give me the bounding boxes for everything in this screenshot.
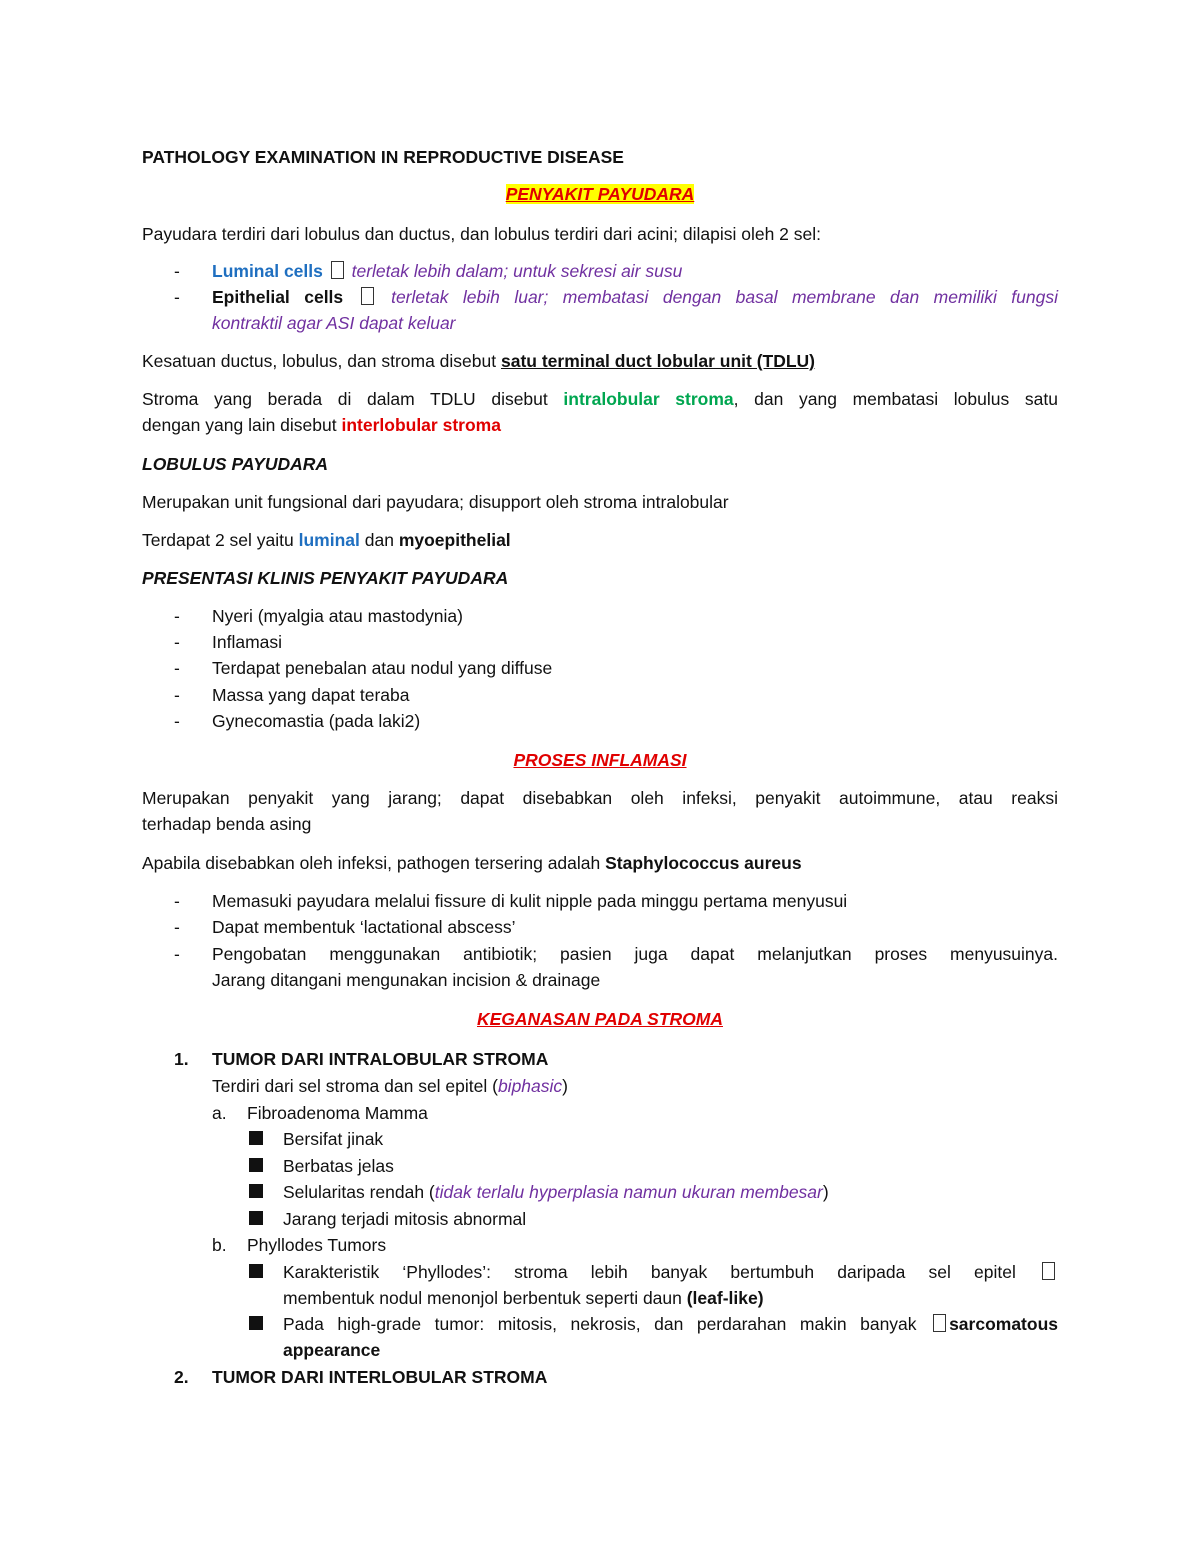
bullet-dash: - <box>174 606 180 626</box>
stroma-line2-prefix: dengan yang lain disebut <box>142 415 342 435</box>
epithelial-desc-2: kontraktil agar ASI dapat keluar <box>212 313 456 333</box>
presentasi-item: Terdapat penebalan atau nodul yang diffuse <box>212 658 553 678</box>
tdlu-paragraph <box>142 348 1058 374</box>
intro-paragraph: Payudara terdiri dari lobulus dan ductus, dan lobulus terdiri dari acini; dilapisi oleh 2 sel: <box>142 224 821 244</box>
selularitas-term: tidak terlalu hyperplasia namun ukuran membesar <box>434 1182 823 1202</box>
stroma-line1-prefix: Stroma yang berada di dalam TDLU disebut <box>142 389 564 409</box>
lobulus-desc: Merupakan unit fungsional dari payudara; disupport oleh stroma intralobular <box>142 492 729 512</box>
section-heading-payudara <box>142 181 1058 207</box>
presentasi-heading: PRESENTASI KLINIS PENYAKIT PAYUDARA <box>142 568 509 588</box>
tdlu-prefix: Kesatuan ductus, lobulus, dan stroma disebut <box>142 351 501 371</box>
section-heading-keganasan <box>142 1006 1058 1032</box>
square-bullet-icon <box>249 1131 263 1145</box>
arrow-icon <box>1042 1262 1055 1280</box>
inflamasi-desc-line1: Merupakan penyakit yang jarang; dapat disebabkan oleh infeksi, penyakit autoimmune, atau reaksi <box>142 788 1058 808</box>
tumor-interlobular-title: TUMOR DARI INTERLOBULAR STROMA <box>212 1367 548 1387</box>
fibroadenoma-title: Fibroadenoma Mamma <box>247 1103 428 1123</box>
luminal-cells-item <box>212 258 1058 284</box>
selularitas-suffix: ) <box>822 1182 829 1202</box>
high-grade-prefix: Pada high-grade tumor: mitosis, nekrosis, dan perdarahan makin banyak <box>283 1314 931 1334</box>
bullet-dash: - <box>174 944 180 964</box>
list-letter: a. <box>212 1103 227 1123</box>
biphasic-prefix: Terdiri dari sel stroma dan sel epitel ( <box>212 1076 498 1096</box>
tumor-intralobular-desc <box>212 1073 1058 1099</box>
luminal-label: Luminal cells <box>212 261 323 281</box>
presentasi-item: Massa yang dapat teraba <box>212 685 410 705</box>
sarcomatous-term: sarcomatous <box>949 1314 1058 1334</box>
section-heading-keganasan-text: KEGANASAN PADA STROMA <box>477 1009 723 1029</box>
epithelial-cells-item <box>212 284 1058 336</box>
list-number: 2. <box>174 1367 189 1387</box>
square-bullet-icon <box>249 1158 263 1172</box>
bullet-dash: - <box>174 711 180 731</box>
appearance-term: appearance <box>283 1340 381 1360</box>
inflamasi-desc <box>142 785 1058 837</box>
square-bullet-icon <box>249 1184 263 1198</box>
square-bullet-icon <box>249 1211 263 1225</box>
sel-myoepithelial: myoepithelial <box>398 530 511 550</box>
epithelial-label: Epithelial cells <box>212 287 344 307</box>
infeksi-prefix: Apabila disebabkan oleh infeksi, pathogen tersering adalah <box>142 853 606 873</box>
phyllodes-item <box>283 1311 1058 1363</box>
arrow-icon <box>933 1314 946 1332</box>
list-number: 1. <box>174 1049 189 1069</box>
inflamasi-item: Dapat membentuk ‘lactational abscess’ <box>212 917 516 937</box>
fibroadenoma-item: Jarang terjadi mitosis abnormal <box>283 1209 527 1229</box>
square-bullet-icon <box>249 1316 263 1330</box>
section-heading-payudara-text: PENYAKIT PAYUDARA <box>505 184 695 204</box>
sel-luminal: luminal <box>298 530 360 550</box>
section-heading-inflamasi <box>142 747 1058 773</box>
tumor-intralobular-title: TUMOR DARI INTRALOBULAR STROMA <box>212 1049 549 1069</box>
infeksi-paragraph <box>142 850 1058 876</box>
bullet-dash: - <box>174 632 180 652</box>
inflamasi-item: Memasuki payudara melalui fissure di kulit nipple pada minggu pertama menyusui <box>212 891 848 911</box>
presentasi-item: Nyeri (myalgia atau mastodynia) <box>212 606 463 626</box>
phyllodes-line2-prefix: membentuk nodul menonjol berbentuk seperti daun <box>283 1288 687 1308</box>
fibroadenoma-item: Berbatas jelas <box>283 1156 394 1176</box>
list-letter: b. <box>212 1235 227 1255</box>
biphasic-term: biphasic <box>497 1076 563 1096</box>
inflamasi-item <box>212 941 1058 993</box>
luminal-desc: terletak lebih dalam; untuk sekresi air susu <box>351 261 683 281</box>
presentasi-item: Inflamasi <box>212 632 283 652</box>
bullet-dash: - <box>174 917 180 937</box>
interlobular-stroma-term: interlobular stroma <box>341 415 501 435</box>
inflamasi-item-line1: Pengobatan menggunakan antibiotik; pasien juga dapat melanjutkan proses menyusuinya. <box>212 944 1058 964</box>
arrow-icon <box>331 261 344 279</box>
bullet-dash: - <box>174 261 180 281</box>
inflamasi-desc-line2: terhadap benda asing <box>142 814 312 834</box>
phyllodes-item <box>283 1259 1058 1311</box>
lobulus-sel-paragraph <box>142 527 1058 553</box>
bullet-dash: - <box>174 658 180 678</box>
square-bullet-icon <box>249 1264 263 1278</box>
fibroadenoma-item: Bersifat jinak <box>283 1129 384 1149</box>
stroma-paragraph <box>142 386 1058 438</box>
sel-mid: dan <box>359 530 399 550</box>
epithelial-desc-1: terletak lebih luar; membatasi dengan basal membrane dan memiliki fungsi <box>391 287 1059 307</box>
biphasic-suffix: ) <box>562 1076 568 1096</box>
phyllodes-title: Phyllodes Tumors <box>247 1235 387 1255</box>
arrow-icon <box>361 287 374 305</box>
stroma-line1-suffix: , dan yang membatasi lobulus satu <box>733 389 1058 409</box>
document-title: PATHOLOGY EXAMINATION IN REPRODUCTIVE DISEASE <box>142 147 624 167</box>
tdlu-term: satu terminal duct lobular unit (TDLU) <box>500 351 816 371</box>
presentasi-item: Gynecomastia (pada laki2) <box>212 711 421 731</box>
inflamasi-item-line2: Jarang ditangani mengunakan incision & drainage <box>212 970 601 990</box>
intralobular-stroma-term: intralobular stroma <box>563 389 734 409</box>
bullet-dash: - <box>174 685 180 705</box>
leaf-like-term: (leaf-like) <box>686 1288 764 1308</box>
sel-prefix: Terdapat 2 sel yaitu <box>142 530 299 550</box>
selularitas-prefix: Selularitas rendah ( <box>283 1182 435 1202</box>
infeksi-organism: Staphylococcus aureus <box>605 853 802 873</box>
bullet-dash: - <box>174 287 180 307</box>
section-heading-inflamasi-text: PROSES INFLAMASI <box>513 750 687 770</box>
lobulus-heading: LOBULUS PAYUDARA <box>142 454 329 474</box>
phyllodes-line1: Karakteristik ‘Phyllodes’: stroma lebih banyak bertumbuh daripada sel epitel <box>283 1262 1016 1282</box>
fibroadenoma-item <box>283 1179 1058 1205</box>
bullet-dash: - <box>174 891 180 911</box>
